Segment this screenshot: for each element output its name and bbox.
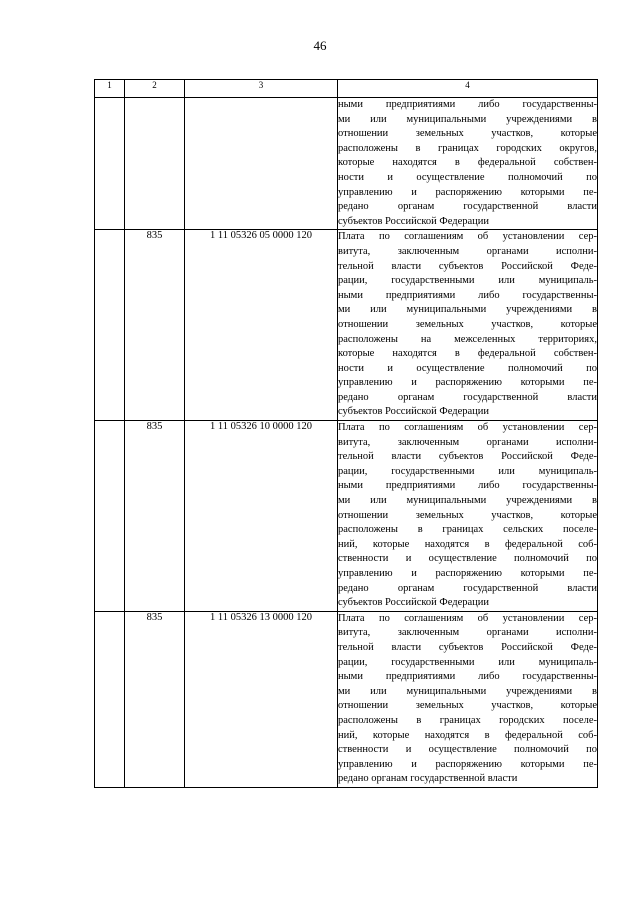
administrator-code-cell: 835 [125, 230, 185, 421]
description-line: отношении земельных участков, которые [338, 700, 597, 712]
description-line: рации, государственными или муниципаль- [338, 275, 597, 287]
description-line: ности и осуществление полномочий по [338, 362, 597, 374]
description-line: тельной власти субъектов Российской Феде- [338, 641, 597, 653]
table-body [95, 98, 598, 788]
description-line: управлению и распоряжению которыми пе- [338, 377, 597, 389]
description-line: расположены в границах городских поселе- [338, 714, 597, 726]
description-line: ными предприятиями либо государственны- [338, 480, 597, 492]
revenue-description-cell [338, 98, 598, 230]
description-line: отношении земельных участков, которые [338, 509, 597, 521]
description-line: ности и осуществление полномочий по [338, 171, 597, 183]
description-line: субъектов Российской Федерации [338, 406, 490, 418]
description-line: витута, заключенным органами исполни- [338, 627, 597, 639]
description-line: ными предприятиями либо государственны- [338, 289, 597, 301]
description-line: ми или муниципальными учреждениями в [338, 304, 597, 316]
table-row [95, 98, 598, 230]
description-line: витута, заключенным органами исполни- [338, 436, 597, 448]
table-row [95, 421, 598, 612]
revenue-description-cell [338, 421, 598, 612]
row-blank-cell [95, 421, 125, 612]
budget-classification-code-cell: 1 11 05326 13 0000 120 [185, 611, 338, 787]
description-line: расположены в границах городских округов, [338, 142, 597, 154]
description-line: субъектов Российской Федерации [338, 215, 490, 227]
description-line: управлению и распоряжению которыми пе- [338, 758, 597, 770]
description-line: редано органам государственной власти [338, 391, 597, 403]
description-line: расположены на межселенных территориях, [338, 333, 597, 345]
administrator-code-cell [125, 98, 185, 230]
description-line: которые находятся в федеральной собствен- [338, 348, 597, 360]
description-line: управлению и распоряжению которыми пе- [338, 568, 597, 579]
revenue-description-cell [338, 230, 598, 421]
description-line: редано органам государственной власти [338, 773, 518, 785]
revenue-codes-table [94, 79, 598, 788]
administrator-code-cell: 835 [125, 421, 185, 612]
row-blank-cell [95, 98, 125, 230]
table-header-row [95, 80, 598, 98]
description-line: ственности и осуществление полномочий по [338, 553, 597, 565]
description-line: отношении земельных участков, которые [338, 318, 597, 330]
description-line: редано органам государственной власти [338, 201, 597, 213]
row-blank-cell [95, 611, 125, 787]
description-line: рации, государственными или муниципаль- [338, 656, 597, 668]
description-line: ными предприятиями либо государственны- [338, 671, 597, 683]
description-line: редано органам государственной власти [338, 582, 597, 594]
column-header-2: 2 [125, 80, 185, 98]
administrator-code-cell: 835 [125, 611, 185, 787]
description-line: ми или муниципальными учреждениями в [338, 113, 597, 125]
description-line: тельной власти субъектов Российской Феде- [338, 451, 597, 463]
description-line: ний, которые находятся в федеральной соб- [338, 538, 597, 550]
description-line: Плата по соглашениям об установлении сер- [338, 612, 597, 624]
description-line: ственности и осуществление полномочий по [338, 744, 597, 756]
revenue-description-cell [338, 611, 598, 787]
description-line: ными предприятиями либо государственны- [338, 99, 597, 110]
description-line: ми или муниципальными учреждениями в [338, 685, 597, 697]
description-line: Плата по соглашениям об установлении сер- [338, 422, 597, 434]
budget-classification-code-cell [185, 98, 338, 230]
column-header-3: 3 [185, 80, 338, 98]
table-row [95, 230, 598, 421]
column-header-4: 4 [338, 80, 598, 98]
row-blank-cell [95, 230, 125, 421]
description-line: ний, которые находятся в федеральной соб- [338, 729, 597, 741]
page-number: 46 [313, 38, 327, 53]
column-header-1: 1 [95, 80, 125, 98]
description-line: расположены в границах сельских поселе- [338, 524, 597, 536]
description-line: управлению и распоряжению которыми пе- [338, 186, 597, 198]
budget-classification-code-cell: 1 11 05326 05 0000 120 [185, 230, 338, 421]
description-line: субъектов Российской Федерации [338, 597, 490, 609]
table-row [95, 611, 598, 787]
description-line: Плата по соглашениям об установлении сер- [338, 231, 597, 243]
budget-classification-code-cell: 1 11 05326 10 0000 120 [185, 421, 338, 612]
description-line: тельной власти субъектов Российской Феде- [338, 260, 597, 272]
description-line: которые находятся в федеральной собствен- [338, 157, 597, 169]
description-line: отношении земельных участков, которые [338, 128, 597, 140]
description-line: рации, государственными или муниципаль- [338, 465, 597, 477]
description-line: ми или муниципальными учреждениями в [338, 495, 597, 507]
description-line: витута, заключенным органами исполни- [338, 245, 597, 257]
